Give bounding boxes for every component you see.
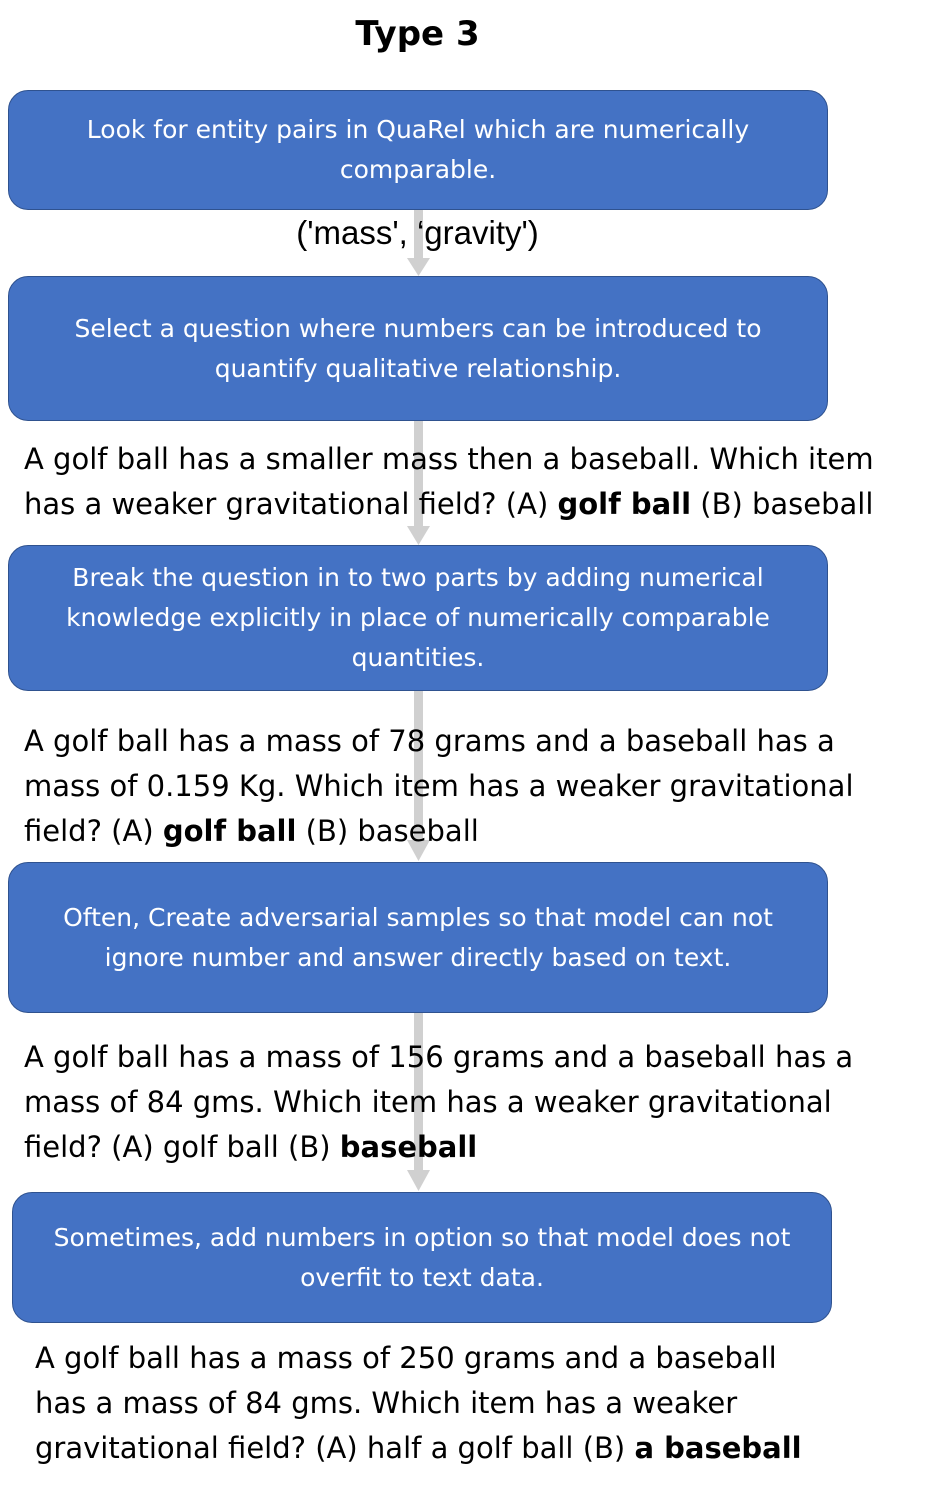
arrow-1-head (407, 258, 430, 276)
entity-pair-label: ('mass', ‘gravity') (296, 214, 539, 251)
step-box-5: Sometimes, add numbers in option so that model does not overfit to text data. (12, 1192, 832, 1323)
arrow-4-head (407, 1170, 430, 1191)
example-1-line-1: A golf ball has a smaller mass then a baseball. Which item (24, 442, 874, 476)
example-text-2 (24, 719, 854, 854)
example-4-line-3: gravitational field? (A) half a golf ball (B) a baseball (35, 1431, 802, 1465)
example-4-line-1: A golf ball has a mass of 250 grams and a baseball (35, 1341, 777, 1375)
answer-highlight: golf ball (557, 487, 692, 521)
example-1-line-2: has a weaker gravitational field? (A) golf ball (B) baseball (24, 487, 874, 521)
example-2-line-2: mass of 0.159 Kg. Which item has a weaker gravitational (24, 769, 854, 803)
example-3-line-2: mass of 84 gms. Which item has a weaker gravitational (24, 1085, 832, 1119)
answer-highlight: golf ball (162, 814, 297, 848)
example-text-3 (24, 1035, 853, 1170)
arrow-2-head (407, 526, 430, 545)
step-box-3: Break the question in to two parts by adding numerical knowledge explicitly in place of numerically comparable quantities. (8, 545, 828, 691)
example-text-1 (24, 437, 874, 527)
example-4-line-2: has a mass of 84 gms. Which item has a weaker (35, 1386, 738, 1420)
step-box-4: Often, Create adversarial samples so that model can not ignore number and answer directly based on text. (8, 862, 828, 1013)
step-box-1: Look for entity pairs in QuaRel which are numerically comparable. (8, 90, 828, 210)
example-3-line-3: field? (A) golf ball (B) baseball (24, 1130, 478, 1164)
example-3-line-1: A golf ball has a mass of 156 grams and a baseball has a (24, 1040, 854, 1074)
example-2-line-1: A golf ball has a mass of 78 grams and a baseball has a (24, 724, 835, 758)
diagram-title: Type 3 (355, 14, 480, 54)
step-box-2: Select a question where numbers can be introduced to quantify qualitative relationship. (8, 276, 828, 421)
example-text-4 (35, 1336, 802, 1471)
answer-highlight: a baseball (634, 1431, 802, 1465)
answer-highlight: baseball (339, 1130, 478, 1164)
example-2-line-3: field? (A) golf ball (B) baseball (24, 814, 479, 848)
